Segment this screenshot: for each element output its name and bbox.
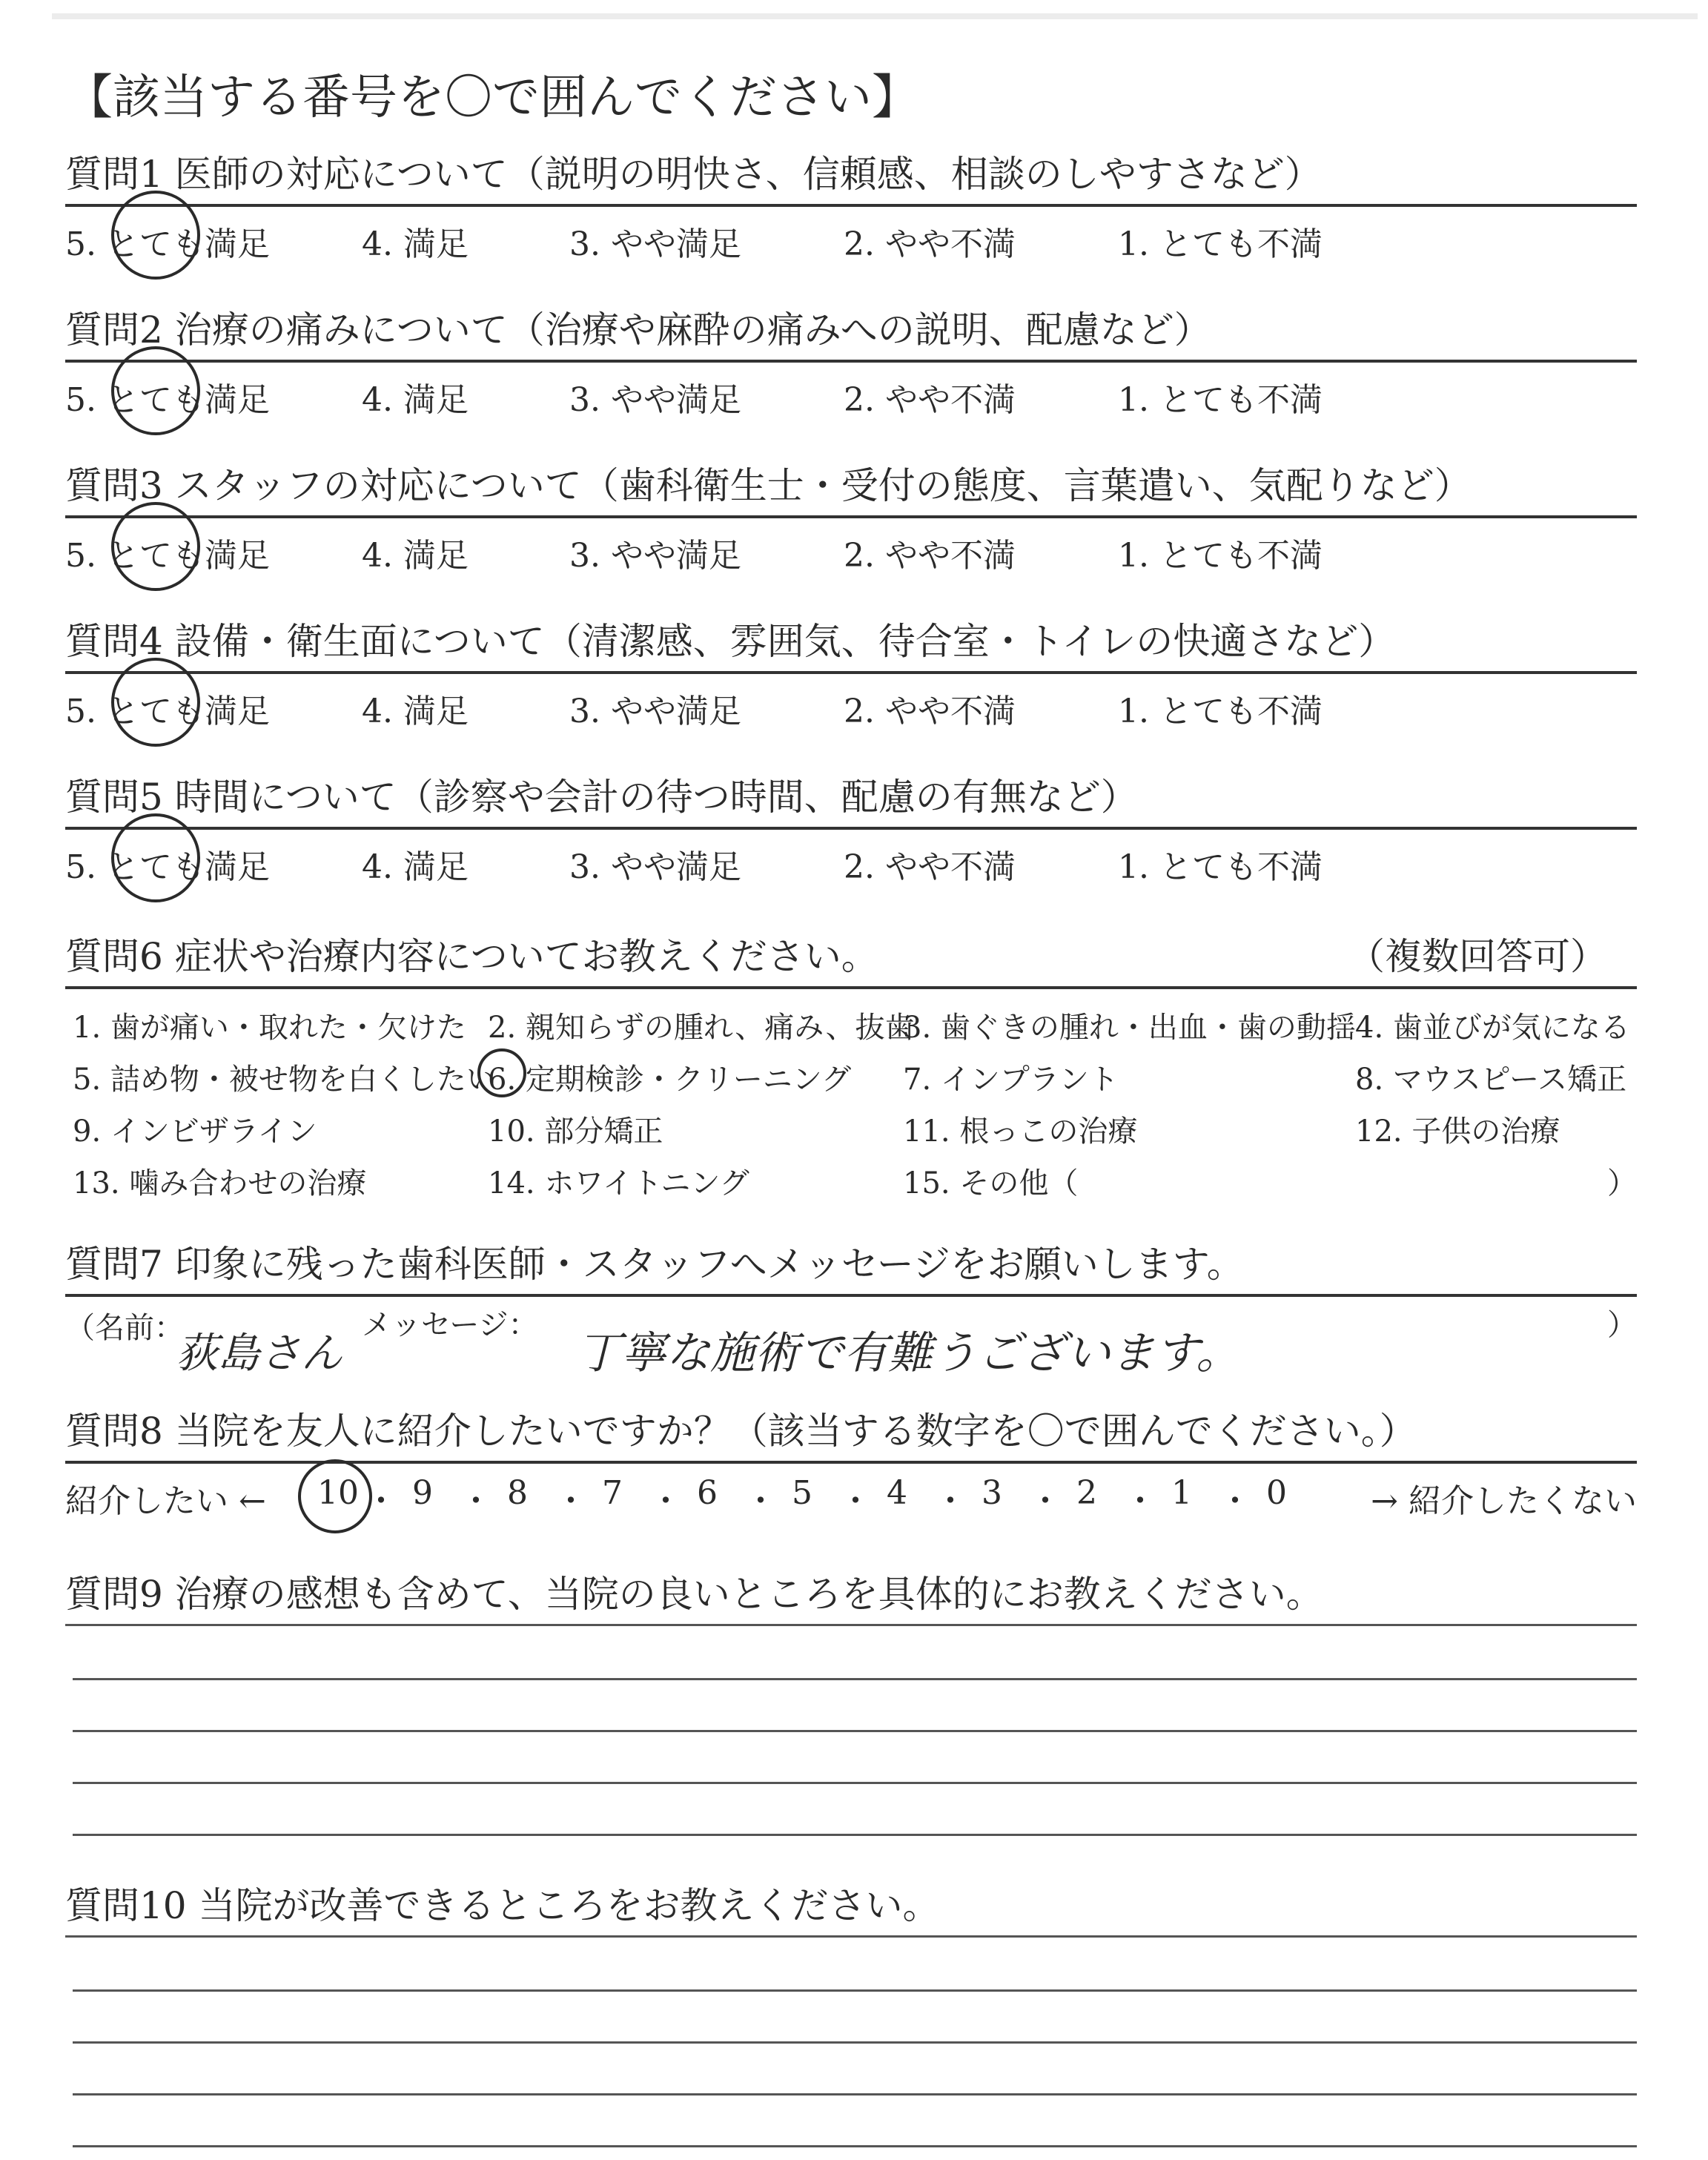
scale-value[interactable]: 6 xyxy=(697,1474,718,1512)
selection-circle xyxy=(111,502,200,591)
rating-option[interactable]: 1. とても不満 xyxy=(1118,848,1323,886)
selection-circle xyxy=(298,1459,372,1533)
scale-separator: ・ xyxy=(365,1482,397,1520)
q7-section xyxy=(65,1235,1637,1379)
rating-option[interactable]: 1. とても不満 xyxy=(1118,225,1323,263)
answer-line xyxy=(73,1782,1637,1784)
rating-question-2 xyxy=(65,300,1637,419)
rating-option[interactable]: 2. やや不満 xyxy=(844,693,1016,730)
answer-line xyxy=(73,1730,1637,1732)
scale-value[interactable]: 8 xyxy=(507,1474,528,1512)
answer-line xyxy=(73,2041,1637,2044)
question-label: 質問3 スタッフの対応について（歯科衛生士・受付の態度、言葉遣い、気配りなど） xyxy=(65,464,1472,507)
rating-option[interactable]: 3. やや満足 xyxy=(569,693,741,730)
answer-line xyxy=(73,1834,1637,1836)
q6-section xyxy=(65,927,1637,1204)
q6-option[interactable]: 15. その他（ xyxy=(903,1166,1079,1200)
scale-value[interactable]: 5 xyxy=(792,1474,812,1512)
scale-value[interactable]: 0 xyxy=(1266,1474,1287,1512)
answer-line xyxy=(73,2145,1637,2147)
question-label: 質問4 設備・衛生面について（清潔感、雰囲気、待合室・トイレの快適さなど） xyxy=(65,620,1396,663)
rating-question-4 xyxy=(65,612,1637,730)
rating-option[interactable]: 2. やや不満 xyxy=(844,537,1016,575)
rating-option[interactable]: 1. とても不満 xyxy=(1118,381,1323,419)
scale-value[interactable]: 3 xyxy=(982,1474,1002,1512)
rating-option[interactable]: 4. 満足 xyxy=(362,537,469,575)
q7-message-row xyxy=(65,1297,1637,1379)
q6-option[interactable]: 10. 部分矯正 xyxy=(488,1114,663,1149)
q6-option[interactable]: 2. 親知らずの腫れ、痛み、抜歯 xyxy=(488,1011,915,1045)
q8-right-label: → 紹介したくない xyxy=(1371,1482,1637,1520)
answer-line xyxy=(73,1989,1637,1992)
scale-separator: ・ xyxy=(1029,1482,1062,1520)
q8-section xyxy=(65,1401,1637,1520)
rating-options xyxy=(65,674,1637,730)
question-label: 質問1 医師の対応について（説明の明快さ、信頼感、相談のしやすさなど） xyxy=(65,153,1322,196)
scale-separator: ・ xyxy=(1124,1482,1156,1520)
rating-option[interactable]: 1. とても不満 xyxy=(1118,693,1323,730)
scale-value[interactable]: 9 xyxy=(412,1474,433,1512)
q7-message-value: 丁寧な施術で有難うございます。 xyxy=(577,1327,1241,1379)
q7-close-paren: ） xyxy=(1607,1308,1637,1342)
rating-option[interactable]: 4. 満足 xyxy=(362,225,469,263)
rating-option[interactable]: 5. とても満足 xyxy=(65,381,270,419)
q7-name-label: （名前： xyxy=(65,1311,184,1345)
q7-label: 質問7 印象に残った歯科医師・スタッフへメッセージをお願いします。 xyxy=(65,1243,1244,1286)
q6-option[interactable]: 14. ホワイトニング xyxy=(488,1166,749,1200)
selection-circle xyxy=(477,1048,526,1097)
q6-option[interactable]: 9. インビザライン xyxy=(73,1114,317,1149)
rating-option[interactable]: 3. やや満足 xyxy=(569,381,741,419)
rating-options xyxy=(65,363,1637,419)
q6-options xyxy=(65,989,1637,1204)
q8-left-label: 紹介したい ← xyxy=(65,1482,266,1520)
rating-option[interactable]: 2. やや不満 xyxy=(844,225,1016,263)
q10-section xyxy=(65,1876,1637,1938)
q7-name-value: 荻島さん xyxy=(176,1330,342,1378)
selection-circle xyxy=(111,191,200,280)
q6-option[interactable]: 8. マウスピース矯正 xyxy=(1355,1063,1627,1097)
scan-top-edge xyxy=(52,13,1698,19)
q7-message-label: メッセージ： xyxy=(362,1308,538,1342)
rating-question-5 xyxy=(65,767,1637,886)
q9-section xyxy=(65,1565,1637,1626)
answer-line xyxy=(73,2093,1637,2095)
q8-scale xyxy=(65,1464,1637,1520)
rating-options xyxy=(65,518,1637,575)
q6-option[interactable]: 11. 根っこの治療 xyxy=(903,1114,1138,1149)
q6-option[interactable]: 6. 定期検診・クリーニング xyxy=(488,1063,852,1097)
rating-option[interactable]: 5. とても満足 xyxy=(65,848,270,886)
scale-value[interactable]: 4 xyxy=(887,1474,907,1512)
q9-label: 質問9 治療の感想も含めて、当院の良いところを具体的にお教えください。 xyxy=(65,1573,1323,1616)
scale-separator: ・ xyxy=(839,1482,872,1520)
rating-option[interactable]: 1. とても不満 xyxy=(1118,537,1323,575)
selection-circle xyxy=(111,658,200,747)
q6-option[interactable]: 1. 歯が痛い・取れた・欠けた xyxy=(73,1011,466,1045)
scale-separator: ・ xyxy=(460,1482,492,1520)
scale-value[interactable]: 10 xyxy=(317,1474,359,1512)
rating-option[interactable]: 3. やや満足 xyxy=(569,848,741,886)
rating-option[interactable]: 2. やや不満 xyxy=(844,381,1016,419)
q10-label: 質問10 当院が改善できるところをお教えください。 xyxy=(65,1884,940,1927)
rating-option[interactable]: 3. やや満足 xyxy=(569,537,741,575)
q6-option[interactable]: 4. 歯並びが気になる xyxy=(1355,1011,1630,1045)
rating-question-1 xyxy=(65,145,1637,263)
question-label: 質問5 時間について（診察や会計の待つ時間、配慮の有無など） xyxy=(65,776,1138,819)
selection-circle xyxy=(111,346,200,435)
q6-option[interactable]: 3. 歯ぐきの腫れ・出血・歯の動揺 xyxy=(903,1011,1356,1045)
q6-option[interactable]: 12. 子供の治療 xyxy=(1355,1114,1560,1149)
scale-value[interactable]: 7 xyxy=(602,1474,623,1512)
rating-option[interactable]: 3. やや満足 xyxy=(569,225,741,263)
rating-options xyxy=(65,830,1637,886)
rating-option[interactable]: 5. とても満足 xyxy=(65,537,270,575)
rating-option[interactable]: 5. とても満足 xyxy=(65,225,270,263)
q6-label: 質問6 症状や治療内容についてお教えください。 xyxy=(65,935,878,978)
scale-value[interactable]: 1 xyxy=(1171,1474,1192,1512)
scale-separator: ・ xyxy=(555,1482,587,1520)
q6-option[interactable]: 13. 噛み合わせの治療 xyxy=(73,1166,367,1200)
rating-option[interactable]: 4. 満足 xyxy=(362,381,469,419)
q6-other-close: ） xyxy=(1607,1166,1637,1200)
scale-separator: ・ xyxy=(744,1482,777,1520)
q6-option[interactable]: 5. 詰め物・被せ物を白くしたい xyxy=(73,1063,496,1097)
scale-separator: ・ xyxy=(1219,1482,1251,1520)
scale-separator: ・ xyxy=(649,1482,682,1520)
rating-option[interactable]: 4. 満足 xyxy=(362,848,469,886)
scale-separator: ・ xyxy=(934,1482,967,1520)
rating-option[interactable]: 5. とても満足 xyxy=(65,693,270,730)
selection-circle xyxy=(111,813,200,902)
q6-note: （複数回答可） xyxy=(1348,935,1607,978)
q6-option[interactable]: 7. インプラント xyxy=(903,1063,1119,1097)
rating-option[interactable]: 4. 満足 xyxy=(362,693,469,730)
rating-options xyxy=(65,207,1637,263)
scale-value[interactable]: 2 xyxy=(1076,1474,1097,1512)
answer-line xyxy=(73,1678,1637,1680)
rating-option[interactable]: 2. やや不満 xyxy=(844,848,1016,886)
question-label: 質問2 治療の痛みについて（治療や麻酔の痛みへの説明、配慮など） xyxy=(65,308,1211,351)
page-title: 【該当する番号を〇で囲んでください】 xyxy=(65,70,919,125)
rating-question-3 xyxy=(65,456,1637,575)
q8-label: 質問8 当院を友人に紹介したいですか？（該当する数字を〇で囲んでください。） xyxy=(65,1410,1417,1453)
